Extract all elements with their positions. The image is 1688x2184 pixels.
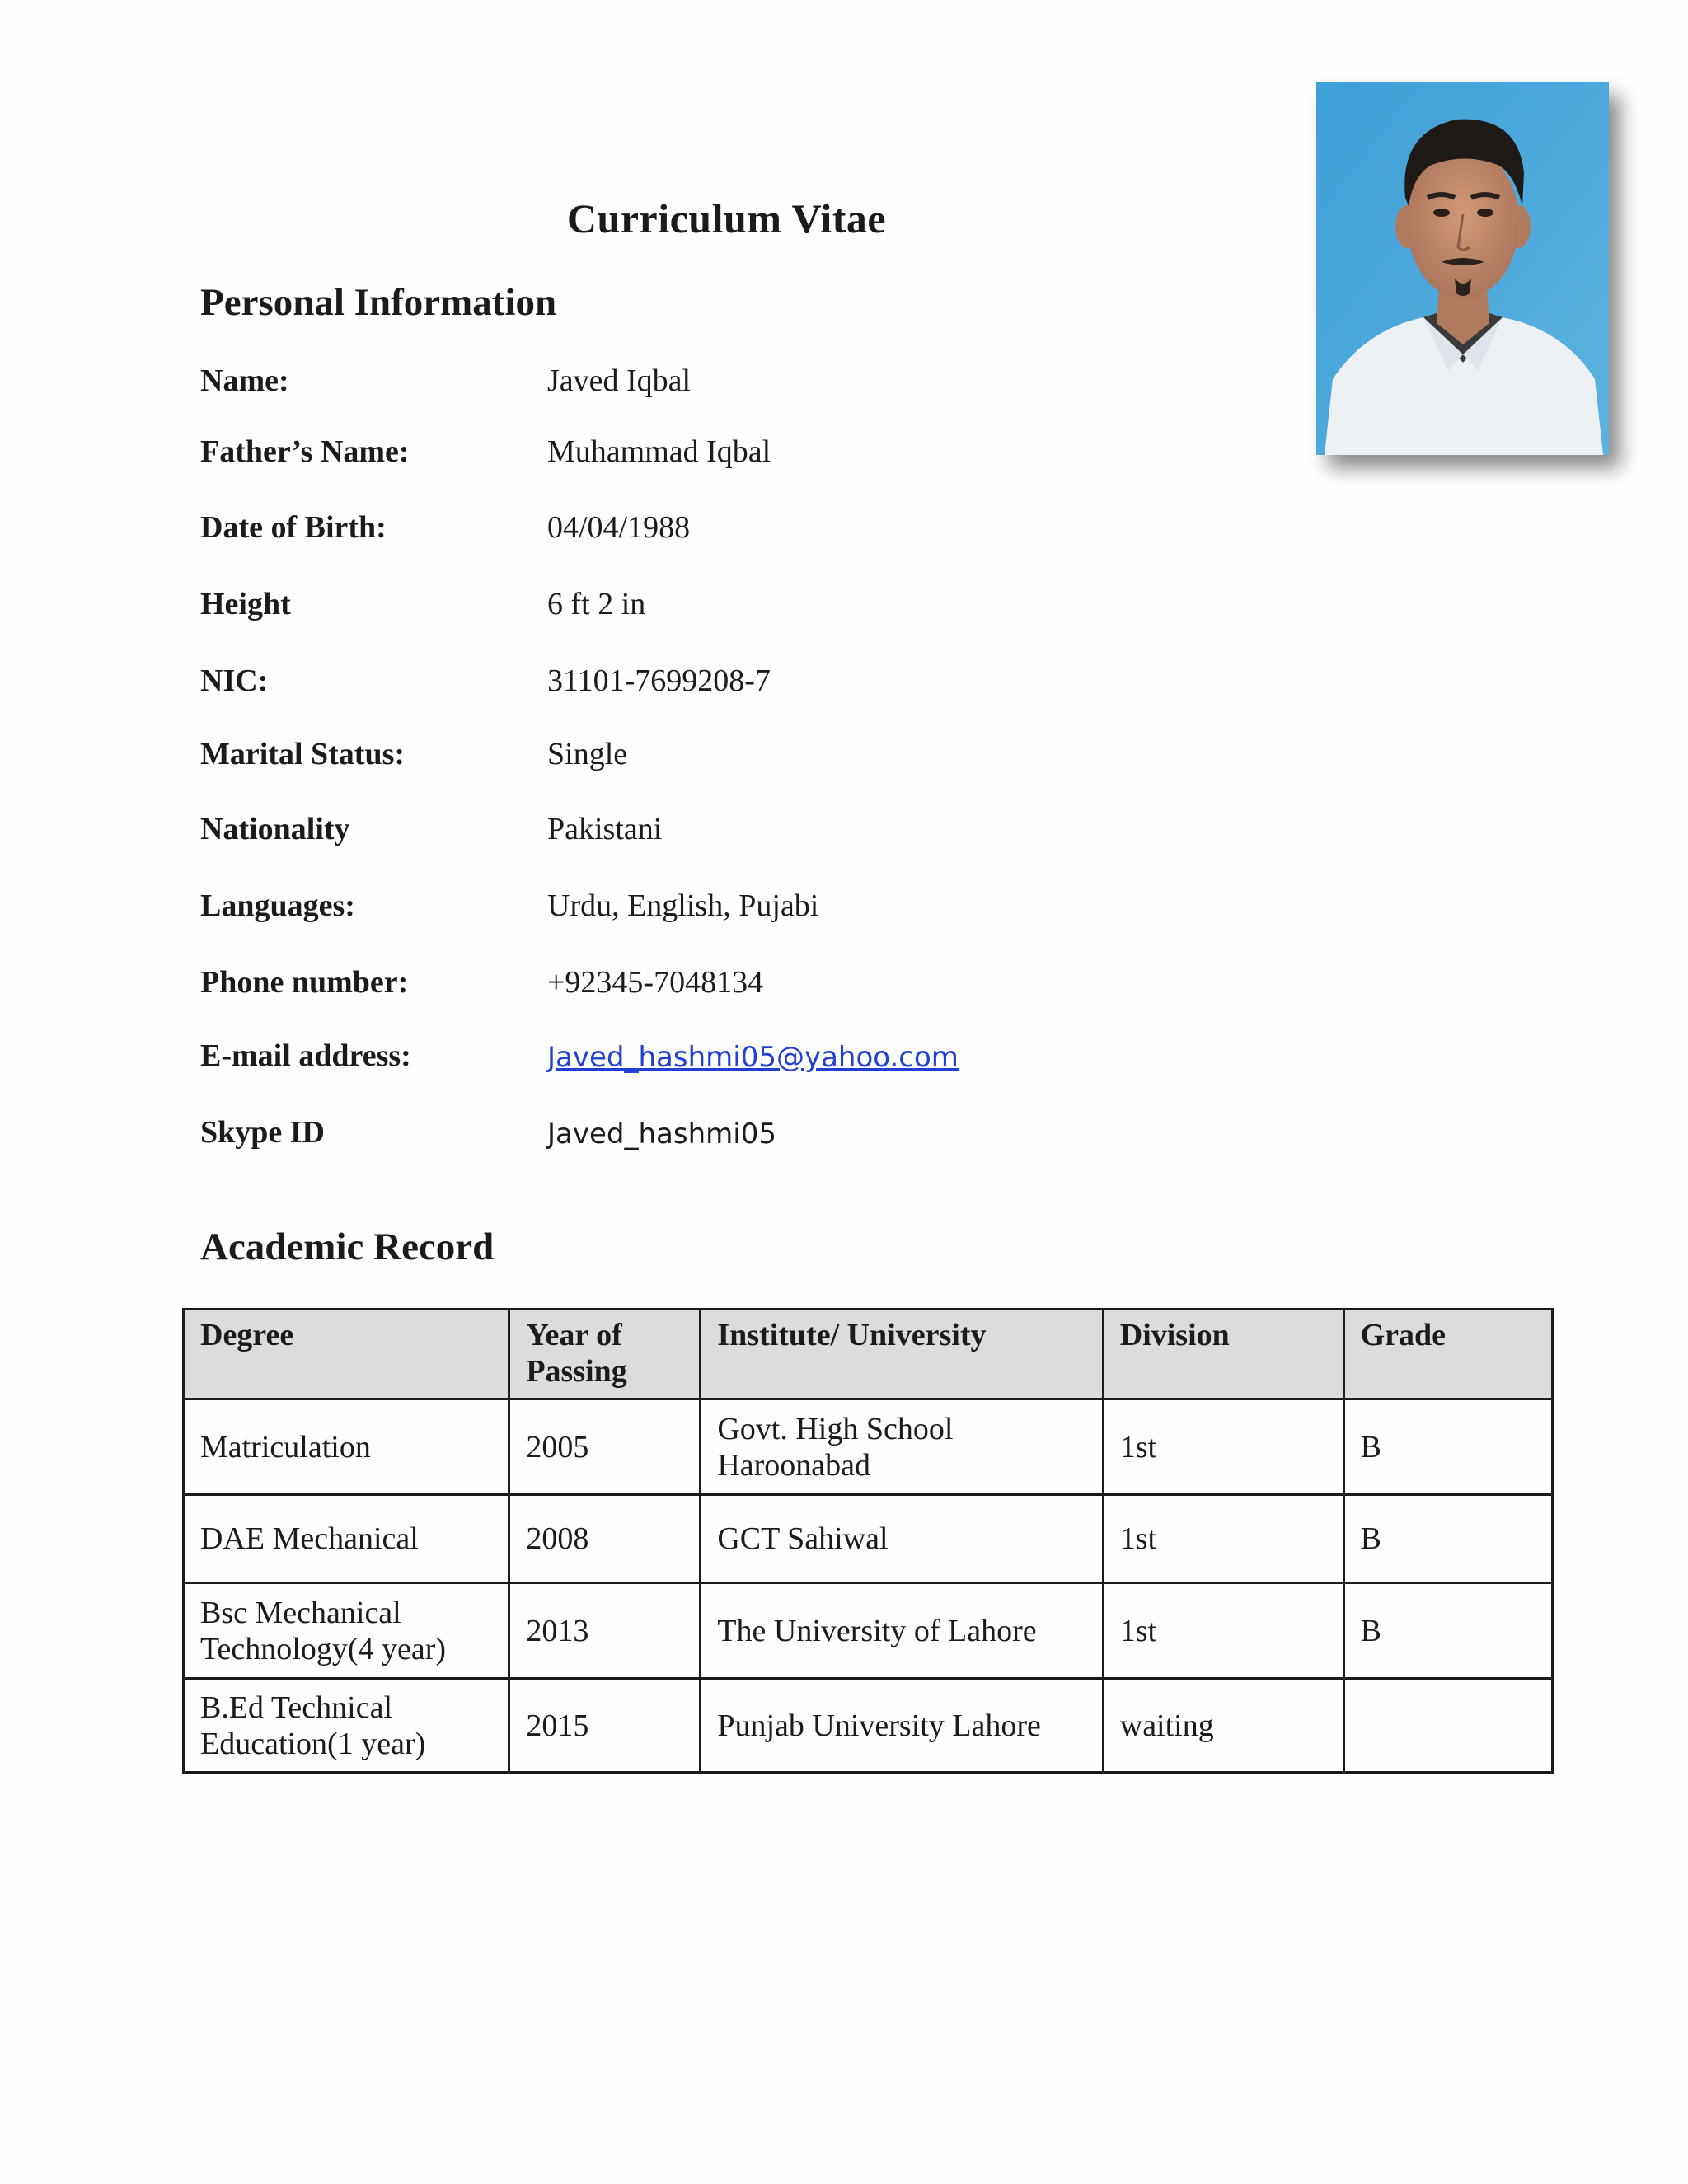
info-row-father-name bbox=[200, 434, 1354, 483]
cell-degree: B.Ed Technical Education(1 year) bbox=[184, 1679, 509, 1773]
nic-value: 31101-7699208-7 bbox=[547, 663, 771, 698]
table-header-row bbox=[184, 1310, 1553, 1399]
cell-grade: B bbox=[1343, 1495, 1552, 1583]
header-grade: Grade bbox=[1343, 1310, 1552, 1399]
name-value: Javed Iqbal bbox=[547, 363, 692, 398]
cell-grade: B bbox=[1343, 1399, 1552, 1495]
info-row-nationality bbox=[200, 811, 1354, 860]
cell-year: 2005 bbox=[509, 1399, 701, 1495]
email-link[interactable]: Javed_hashmi05@yahoo.com bbox=[547, 1041, 959, 1074]
phone-number-value: +92345-7048134 bbox=[547, 965, 764, 1000]
header-year-of-passing: Year of Passing bbox=[509, 1310, 701, 1399]
info-row-email-address bbox=[200, 1038, 1354, 1087]
nic-label: NIC: bbox=[200, 663, 269, 698]
email-address-label: E-mail address: bbox=[200, 1038, 411, 1073]
cell-year: 2008 bbox=[509, 1495, 701, 1583]
cell-division: 1st bbox=[1103, 1399, 1343, 1495]
info-row-languages bbox=[200, 888, 1354, 937]
header-institute: Institute/ University bbox=[701, 1310, 1103, 1399]
cell-division: 1st bbox=[1103, 1495, 1343, 1583]
nationality-label: Nationality bbox=[200, 812, 350, 846]
info-row-height bbox=[200, 586, 1354, 635]
profile-photo bbox=[1316, 82, 1609, 455]
date-of-birth-value: 04/04/1988 bbox=[547, 510, 691, 545]
header-degree: Degree bbox=[184, 1310, 509, 1399]
father-name-value: Muhammad Iqbal bbox=[547, 434, 771, 469]
languages-label: Languages: bbox=[200, 888, 355, 923]
height-value: 6 ft 2 in bbox=[547, 587, 646, 621]
cell-division: 1st bbox=[1103, 1583, 1343, 1679]
table-row bbox=[184, 1583, 1553, 1679]
cell-institute: GCT Sahiwal bbox=[701, 1495, 1103, 1583]
skype-id-value: Javed_hashmi05 bbox=[547, 1118, 776, 1151]
personal-information-heading: Personal Information bbox=[200, 281, 557, 324]
header-division: Division bbox=[1103, 1310, 1343, 1399]
cell-institute: Govt. High School Haroonabad bbox=[701, 1399, 1103, 1495]
table-row bbox=[184, 1399, 1553, 1495]
cell-grade: B bbox=[1343, 1583, 1552, 1679]
father-name-label: Father’s Name: bbox=[200, 434, 410, 469]
cell-division: waiting bbox=[1103, 1679, 1343, 1773]
date-of-birth-label: Date of Birth: bbox=[200, 510, 387, 545]
marital-status-label: Marital Status: bbox=[200, 737, 406, 771]
phone-number-label: Phone number: bbox=[200, 965, 409, 1000]
name-label: Name: bbox=[200, 363, 289, 398]
cell-year: 2013 bbox=[509, 1583, 701, 1679]
cell-year: 2015 bbox=[509, 1679, 701, 1773]
info-row-nic bbox=[200, 663, 1354, 712]
academic-record-heading: Academic Record bbox=[200, 1226, 495, 1268]
cv-title: Curriculum Vitae bbox=[566, 195, 887, 241]
table-row bbox=[184, 1679, 1553, 1773]
info-row-phone-number bbox=[200, 964, 1354, 1014]
cell-degree: DAE Mechanical bbox=[184, 1495, 509, 1583]
profile-photo-image bbox=[1316, 82, 1609, 455]
academic-record-table bbox=[182, 1308, 1554, 1774]
nationality-value: Pakistani bbox=[547, 812, 663, 846]
marital-status-value: Single bbox=[547, 737, 628, 771]
cell-institute: Punjab University Lahore bbox=[701, 1679, 1103, 1773]
info-row-date-of-birth bbox=[200, 509, 1354, 559]
cell-degree: Bsc Mechanical Technology(4 year) bbox=[184, 1583, 509, 1679]
height-label: Height bbox=[200, 587, 291, 621]
info-row-name bbox=[200, 363, 1354, 412]
languages-value: Urdu, English, Pujabi bbox=[547, 888, 819, 923]
cell-degree: Matriculation bbox=[184, 1399, 509, 1495]
cell-grade bbox=[1343, 1679, 1552, 1773]
skype-id-label: Skype ID bbox=[200, 1115, 325, 1150]
info-row-marital-status bbox=[200, 736, 1354, 785]
cell-institute: The University of Lahore bbox=[701, 1583, 1103, 1679]
email-address-value bbox=[547, 1041, 959, 1074]
table-row bbox=[184, 1495, 1553, 1583]
info-row-skype-id bbox=[200, 1114, 1354, 1164]
